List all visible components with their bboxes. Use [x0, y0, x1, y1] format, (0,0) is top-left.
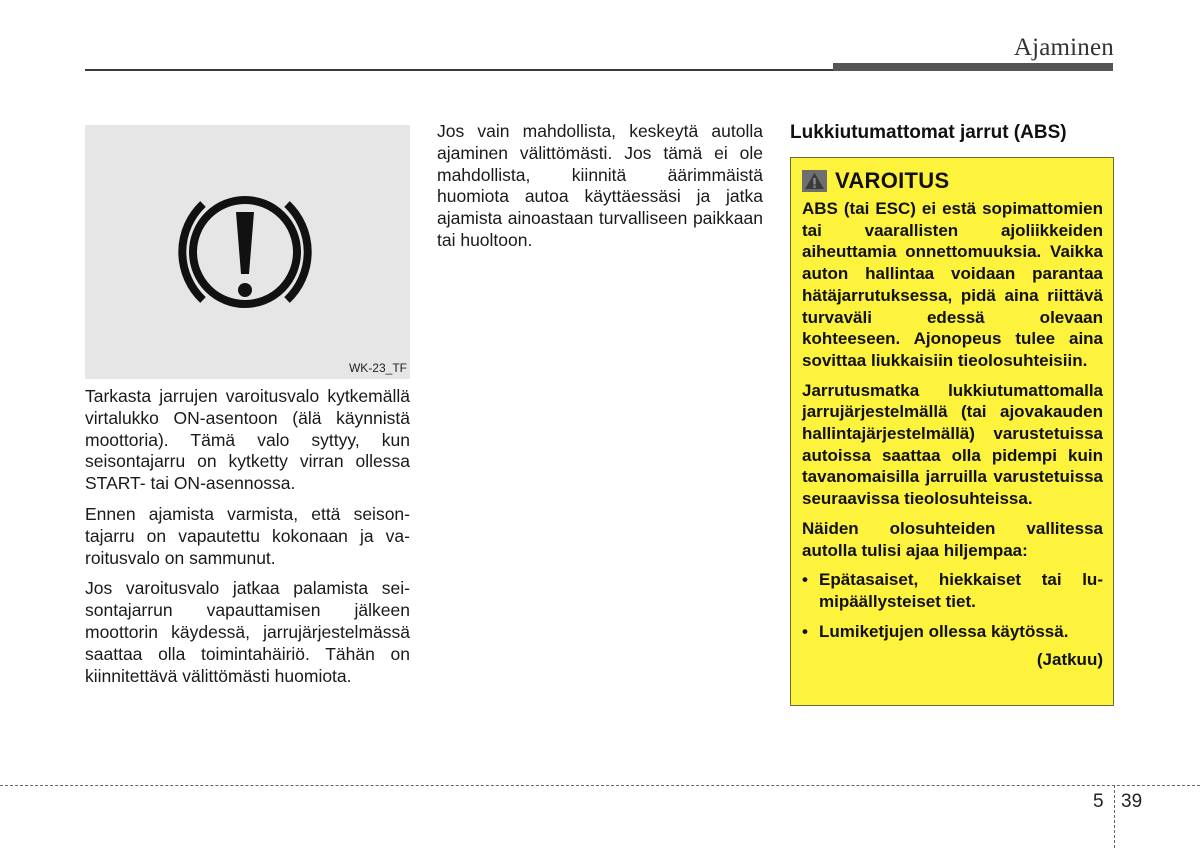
- page-number: 39: [1121, 791, 1143, 812]
- figure-caption: WK-23_TF: [348, 361, 407, 375]
- list-item: • Lumiketjujen ollessa käytössä.: [802, 621, 1103, 643]
- warning-list: [802, 569, 1103, 642]
- paragraph: Tarkasta jarrujen varoitusvalo kytkemällä virtalukko ON-asentoon (älä käynnistä moottoria). Tämä valo syttyy, kun seisontajarru on kytketty virran ollessa START- tai ON-asennossa.: [85, 386, 410, 494]
- warning-header: [802, 168, 1103, 194]
- brake-warning-figure: [85, 125, 410, 379]
- left-text-column: [85, 386, 410, 696]
- continued-label: (Jatkuu): [1036, 650, 1103, 670]
- warning-title: VAROITUS: [835, 168, 950, 193]
- parking-brake-warning-icon: [165, 178, 325, 326]
- warning-paragraph: ABS (tai ESC) ei estä sopimattomien tai vaarallisten ajoliikkeiden aiheuttamia onnettomuuksia. Vaikka auton hallintaa voidaan parantaa hätäjarrutuksessa, pidä aina riittävä turvaväli edessä olevaan kohteeseen. Ajonopeus tulee aina sovittaa liukkaisiin tieolosuhteisiin.: [802, 199, 1103, 370]
- warning-body: [802, 198, 1103, 671]
- header-rule-accent: [833, 63, 1113, 71]
- warning-paragraph: Jarrutusmatka lukkiutumattomalla jarrujärjestelmällä (tai ajovakauden hallintajärjestelmällä) varustetuissa autoissa saattaa olla pidempi kuin tavanomaisilla jarruilla varustetuissa seuraavissa tieolosuhteissa.: [802, 380, 1103, 509]
- warning-paragraph: Näiden olosuhteiden vallitessa autolla tulisi ajaa hiljempaa:: [802, 518, 1103, 560]
- header-rule: [85, 69, 833, 71]
- list-item: • Epätasaiset, hiekkaiset tai lumipäällysteiset tiet.: [802, 569, 1103, 612]
- footer-rule: [0, 785, 1200, 786]
- warning-box: [790, 157, 1114, 706]
- abs-section-heading: Lukkiutumattomat jarrut (ABS): [790, 122, 1067, 143]
- paragraph: Jos varoitusvalo jatkaa palamista seisontajarrun vapauttamisen jälkeen moottorin käydessä, jarrujärjestelmässä saattaa olla toimintahäiriö. Tähän on kiinnitettävä välittömästi huomiota.: [85, 578, 410, 686]
- footer-divider: [1114, 785, 1115, 848]
- middle-text-column: [437, 121, 763, 261]
- warning-triangle-icon: [802, 170, 827, 192]
- chapter-number: 5: [1093, 791, 1104, 812]
- paragraph: Jos vain mahdollista, keskeytä autolla ajaminen välittömästi. Jos tämä ei ole mahdollista, kiinnitä äärimmäistä huomiota autoa käyttäessäsi ja jatka ajamista ainoastaan turvalliseen paikkaan tai huoltoon.: [437, 121, 763, 250]
- page-section-title: Ajaminen: [1013, 34, 1114, 61]
- paragraph: Ennen ajamista varmista, että seisontajarru on vapautettu kokonaan ja varoitusvalo on sammunut.: [85, 503, 410, 568]
